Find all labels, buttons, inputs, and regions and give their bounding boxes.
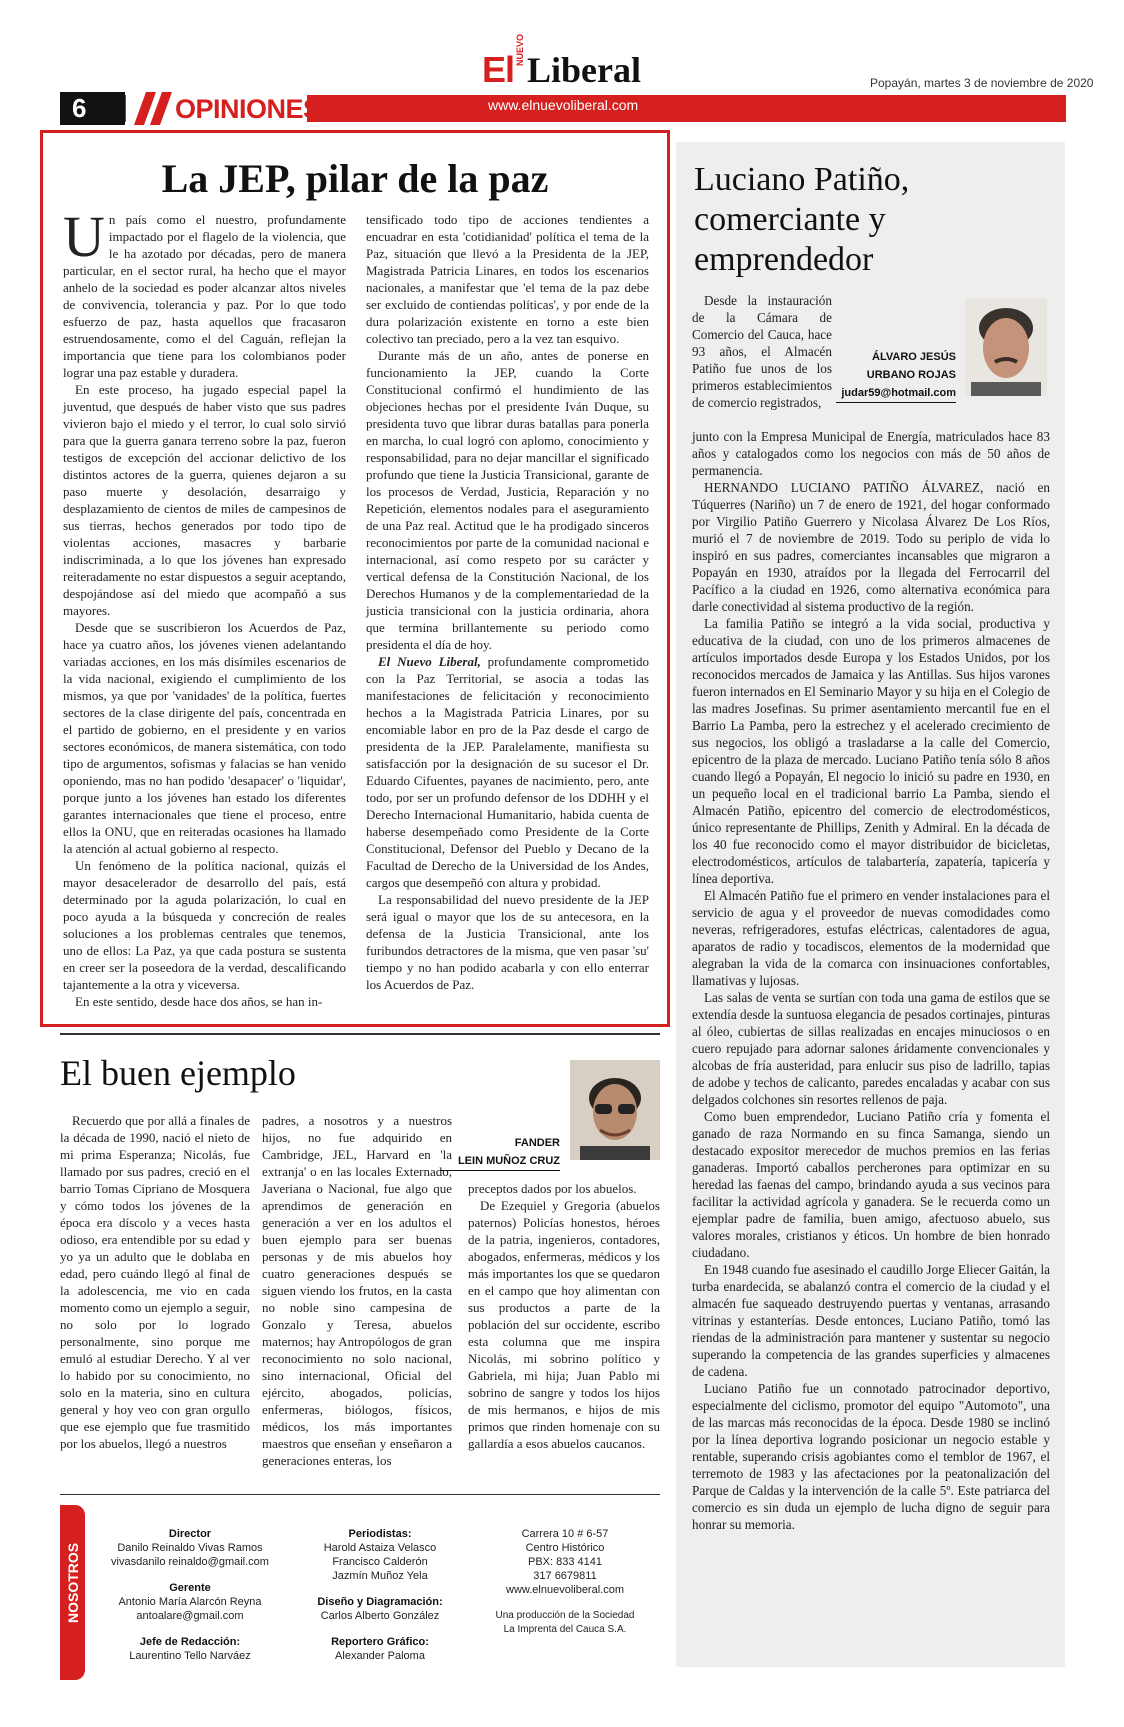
- buen-paragraph: Recuerdo que por allá a finales de la década de 1990, nació el nieto de mi prima Esperanza; Nicolás, fue llamado por sus padres, creció en el barrio Tomas Cipriano de Mosquera y cómo todos los jóvenes de la época era díscolo y a veces hasta odioso, era entendible por su edad y yo ya un adulto que le doblaba en edad, pero cuándo llegó al final de la adolescencia, me vio en cada momento como un ejemplo a seguir, no solo por lo logrado personalmente, sino porque me emuló al estudiar Derecho. Y al ver lo habido por su conocimiento, no solo en la materia, sino en cultura general y hoy veo con gran orgullo que ese ejemplo que fue trasmitido por los abuelos, llegó a nuestros: [60, 1113, 250, 1451]
- reportero-label: Reportero Gráfico:: [331, 1636, 429, 1648]
- buen-column-2: [262, 1112, 452, 1469]
- luciano-body: [692, 428, 1050, 1533]
- staff-column-team: [295, 1527, 465, 1663]
- author-name-line: LEIN MUÑOZ CRUZ: [440, 1152, 560, 1171]
- lead-name: El Nuevo Liberal,: [378, 654, 481, 669]
- jefe-label: Jefe de Redacción:: [139, 1636, 241, 1648]
- periodista-name: Francisco Calderón: [332, 1556, 428, 1568]
- author-name-line: URBANO ROJAS: [866, 369, 956, 381]
- director-label: Director: [168, 1528, 212, 1540]
- luciano-paragraph: Las salas de venta se surtían con toda una gama de estilos que se extendía desde la suntuosa elegancia de pesados cortinajes, pinturas al óleo, cubiertas de sillas realizadas en encajes minuciosos o en cuero repujado para adornar salones áridamente convencionales y alcobas de fría austeridad, para enlucir sus piso de ladrillo, tapias de adobe y techos de calicanto, paredes encaladas y acabar con sus delgados colchones sin resortes rellenos de paja.: [692, 990, 1050, 1107]
- author-photo: [570, 1060, 660, 1160]
- author-name-line: ÁLVARO JESÚS: [872, 351, 956, 363]
- gerente-name: Antonio María Alarcón Reyna: [118, 1596, 262, 1608]
- address-line: Carrera 10 # 6-57: [521, 1528, 609, 1540]
- article-title: El buen ejemplo: [60, 1053, 296, 1093]
- staff-tab-label: NOSOTROS: [65, 1542, 81, 1623]
- diseno-name: Carlos Alberto González: [320, 1610, 440, 1622]
- editorial-paragraph: Durante más de un año, antes de ponerse en funcionamiento la JEP, cuando la Corte Constitucional confirmó el hundimiento de las objeciones hechas por el presidente Iván Duque, su presidenta tuvo que librar duras batallas para ponerla en marcha, lo cual logró con aplomo, conocimiento y responsabilidad, para no dejar mancillar el significado profundo que tiene la Justicia Transicional, garante de los procesos de Verdad, Justicia, Reparación y no Repetición, elementos nodales para el aseguramiento de una Paz real. Actitud que le ha prodigado sinceros reconocimientos por parte de la comunidad nacional e internacional, así como respeto por su carácter y vertical defensa de la Constitución Nacional, de los Derechos Humanos y de la complementariedad de la justicia transicional con la justicia ordinaria, ahora que termina brillantemente su periodo como presidenta el día de hoy.: [366, 348, 649, 652]
- editorial-box: [40, 130, 670, 1027]
- periodista-name: Harold Astaiza Velasco: [323, 1542, 437, 1554]
- staff-tab: [60, 1505, 85, 1680]
- editorial-title: La JEP, pilar de la paz: [161, 156, 549, 201]
- section-label: OPINIONES: [172, 92, 307, 125]
- luciano-paragraph: El Almacén Patiño fue el primero en vender instalaciones para el servicio de agua y el proveedor de nuevas comodidades como neveras, refrigeradores, estufas eléctricas, calentadores de agua, aparatos de radio y tocadiscos, elementos de la modernidad que alegraban la vida de la comarca con insinuaciones confortables, llamativas y lujosas.: [692, 888, 1050, 988]
- pbx-number: PBX: 833 4141: [527, 1556, 602, 1568]
- logo-el: El: [482, 49, 515, 90]
- author-email[interactable]: judar59@hotmail.com: [836, 384, 956, 403]
- website-link[interactable]: www.elnuevoliberal.com: [506, 1584, 624, 1596]
- editorial-column-1: [63, 204, 346, 1010]
- luciano-paragraph: junto con la Empresa Municipal de Energía, matriculados hace 83 años y catalogados como los negocios con más de 50 años de permanencia.: [692, 429, 1050, 478]
- article-title: Luciano Patiño, comerciante y emprendedor: [694, 161, 910, 278]
- staff-column-contact: [480, 1527, 650, 1637]
- author-byline: [836, 348, 956, 403]
- periodistas-label: Periodistas:: [348, 1528, 412, 1540]
- luciano-paragraph: Como buen emprendedor, Luciano Patiño cría y fomenta el ganado de raza Normando en su finca Samanga, siendo un destacado expositor merecedor de muchos premios en las ferias ganaderas. Importó caballos percherones para optimizar en su heredad las faenas del campo, brindando ayuda a sus vecinos para facilitar la actividad agrícola y ganadera. Se le recuerda como un ejemplar padre de familia, buen amigo, afectuoso abuelo, sus valores morales, cristianos y éticos. Un hombre de bien honrado ciudadano.: [692, 1109, 1050, 1260]
- editorial-column-2: [366, 211, 649, 993]
- buen-paragraph: De Ezequiel y Gregoria (abuelos paternos) Policías honestos, héroes de la patria, ingenieros, contadores, abogados, enfermeras, médicos y los más importantes los que se quedaron en el campo que hoy alimentan con sus productos a parte de la población del sur occidente, escribo esta columna que me inspira Nicolás, mi sobrino político y Gabriela, mi hija; Juan Pablo mi sobrino de sangre y todos los hijos de mis hermanos, e hijos de mis primos que rinden homenaje con su gallardía a esos abuelos caucanos.: [468, 1198, 660, 1451]
- author-byline: [440, 1134, 560, 1171]
- luciano-paragraph: Desde la instauración de la Cámara de Comercio del Cauca, hace 93 años, el Almacén Patiño fue unos de los primeros establecimientos de comercio registrados,: [692, 293, 832, 410]
- luciano-paragraph: Luciano Patiño fue un connotado patrocinador deportivo, especialmente del ciclismo, promotor del equipo "Automoto", una de las marcas más reconocidas de la época. Desde 1980 se inclinó por la línea deportiva logrando posicionar un negocio estable y rentable, superando crisis agobiantes como el temblor de 1967, el terremoto de 1983 y las afectaciones por la peatonalización del Parque de Caldas y la intervención de la calle 5º. Este patriarca del comercio es sin duda un ejemplo de lucha digno de seguir para honrar su memoria.: [692, 1381, 1050, 1532]
- dateline: Popayán, martes 3 de noviembre de 2020: [870, 76, 1094, 90]
- dropcap: U: [63, 204, 105, 269]
- production-credit: La Imprenta del Cauca S.A.: [503, 1624, 627, 1635]
- luciano-article: [676, 142, 1065, 1667]
- jefe-name: Laurentino Tello Narváez: [129, 1650, 251, 1662]
- logo-liberal: Liberal: [527, 50, 642, 90]
- section-slash-decoration: [126, 92, 176, 125]
- buen-column-3: [468, 1180, 660, 1452]
- production-credit: Una producción de la Sociedad: [495, 1610, 635, 1621]
- luciano-paragraph: La familia Patiño se integró a la vida social, productiva y educativa de la ciudad, con uno de los primeros almacenes de artículos importados desde Europa y los Estados Unidos, por los reconocidos mercados de Jamaica y las Antillas. Sus hijos varones fueron internados en El Seminario Mayor y su hija en el Colegio de las madres Josefinas. Su primer asentamiento mercantil fue en el Barrio La Pamba, pero la estrechez y el acelerado crecimiento de sus negocios, los obligó a trasladarse a la calle del Comercio, epicentro de la plaza de mercado. Luciano Patiño tenía sólo 8 años cuando llegó a Popayán, El negocio lo inició su padre en 1930, en un pequeño local en el tradicional barrio La Pamba, siendo el Almacén Patiño, epicentro del comercio de electrodomésticos, único representante de Phillips, Zenith y Admiral. En la década de los 40 fue reconocido como el mayor distribuidor de bicicletas, electrodomésticos, artículos de talabartería, zapatería, tapicería y línea deportiva.: [692, 616, 1050, 886]
- luciano-paragraph: En 1948 cuando fue asesinado el caudillo Jorge Eliecer Gaitán, la turba enardecida, se abalanzó contra el comercio de la ciudad y el almacén fue saqueado destruyendo puertas y ventanas, arrasando vitrinas y estanterías. Desde entonces, Luciano Patiño, tomó las riendas de la administración para mantener y sustentar su negocio superando la competencia de las grandes superficies y almacenes de cadena.: [692, 1262, 1050, 1379]
- author-name-line: FANDER: [514, 1137, 560, 1149]
- editorial-paragraph: En este sentido, desde hace dos años, se han in-: [75, 994, 323, 1009]
- luciano-intro: [692, 292, 832, 411]
- author-portrait-icon: [965, 298, 1047, 396]
- buen-column-1: [60, 1112, 250, 1452]
- author-portrait-icon: [570, 1060, 660, 1160]
- website-link[interactable]: www.elnuevoliberal.com: [488, 97, 639, 113]
- staff-divider: [60, 1494, 660, 1495]
- periodista-name: Jazmín Muñoz Yela: [332, 1570, 428, 1582]
- section-divider: [60, 1033, 660, 1035]
- page-number: 6: [60, 92, 125, 125]
- logo-nuevo: NUEVO: [515, 33, 526, 66]
- reportero-name: Alexander Paloma: [335, 1650, 425, 1662]
- staff-column-management: [100, 1527, 280, 1663]
- buen-paragraph: preceptos dados por los abuelos.: [468, 1181, 637, 1196]
- gerente-email[interactable]: antoalare@gmail.com: [136, 1610, 244, 1622]
- masthead: [0, 0, 1124, 125]
- editorial-paragraph: Un país como el nuestro, profundamente impactado por el flagelo de la violencia, que le ha azotado por décadas, pero de manera particular, en el sector rural, ha hecho que el mayor anhelo de la sociedad es poder alcanzar altos niveles de convivencia, tolerancia y paz. Por lo que todo esfuerzo de paz, hasta aquellos que fracasaron estruendosamente, como el del Caguán, reflejan la importancia que tiene para los colombianos poder lograr una paz estable y duradera.: [63, 204, 346, 380]
- director-email[interactable]: vivasdanilo reinaldo@gmail.com: [111, 1556, 269, 1568]
- gerente-label: Gerente: [169, 1582, 211, 1594]
- buen-paragraph: padres, a nosotros y a nuestros hijos, no fue adquirido en Cambridge, JEL, Harvard en 'la extranja' o en las locales Externado, Javeriana o Nacional, fue algo que aprendimos de generación en generación a ver en los adultos el buen ejemplo para ser buenas personas y de mis abuelos hoy cuatro generaciones después se siguen viendo los frutos, en la casta no noble sino campesina de Gonzalo y Teresa, abuelos maternos; hay Antropólogos de gran reconocimiento no solo nacional, sino internacional, Oficial del ejército, abogados, policías, enfermeras, biólogos, físicos, médicos, los más importantes maestros que enseñan y enseñaron a generaciones enteras, los: [262, 1113, 452, 1468]
- editorial-paragraph: El Nuevo Liberal, profundamente comprometido con la Paz Territorial, se asocia a todas las manifestaciones de felicitación y reconocimiento hechos a la Magistrada Patricia Linares, por su encomiable labor en pro de la Paz desde el cargo de presidenta de la JEP. Paralelamente, manifiesta su satisfacción por la designación de su sucesor el Dr. Eduardo Cifuentes, payanes de nacimiento, pero, ante todo, por ser un profundo defensor de los DDHH y el Derecho Internacional Humanitario, habida cuenta de haberse desempeñado como Presidente de la Corte Constitucional, Defensor del Pueblo y Decano de la Facultad de Derecho de la Universidad de los Andes, cargos que desempeñó con altura y probidad.: [366, 654, 650, 890]
- editorial-paragraph: Un fenómeno de la política nacional, quizás el mayor desacelerador de desarrollo del país, está determinado por la aguda polarización, lo cual en poco ayuda a la búsqueda y concreción de reales soluciones a los problemas centrales que tenemos, uno de ellos: La Paz, ya que cada postura se sustenta en creer ser la poseedora de la verdad, descalificando tajantemente a la otra y viceversa.: [63, 858, 346, 992]
- diseno-label: Diseño y Diagramación:: [317, 1596, 443, 1608]
- luciano-paragraph: HERNANDO LUCIANO PATIÑO ÁLVAREZ, nació en Túquerres (Nariño) un 7 de enero de 1921, del hogar conformado por Virgilio Patiño Guerrero y Nicolasa Álvarez De Los Ríos, murió el 7 de noviembre de 2019. Todo su periplo de vida lo inspiró en sus padres, comerciantes incansables que migraron a Popayán en 1930, atraídos por la llegada del Ferrocarril del Pacífico a la ciudad en 1926, como alternativa económica para darle conectividad al sistema productivo de la región.: [692, 480, 1050, 614]
- director-name: Danilo Reinaldo Vivas Ramos: [117, 1542, 263, 1554]
- editorial-paragraph: En este proceso, ha jugado especial papel la juventud, que después de haber visto que sus padres vivieron bajo el miedo y el terror, lo cual solo sirvió para que la guerra ganara terreno sobre la paz, fueron testigos de excepción del accionar delictivo de los distintos actores de la guerra, quienes dejaron a su paso muerte y desolación, desarraigo y desplazamiento de cientos de miles de campesinos de sus tierras, hechos generados por todo tipo de violentas acciones, masacres y barbarie indiscriminada, a lo que los jóvenes han expresado reiteradamente no estar dispuestos a seguir aceptando, despojándose así del miedo que acompañó a sus mayores.: [63, 382, 346, 618]
- editorial-paragraph: tensificado todo tipo de acciones tendientes a encuadrar en esta 'cotidianidad' política el tema de la Paz, situación que llevó a la Presidenta de la JEP, Magistrada Patricia Linares, en todos los escenarios nacionales, a manifestar que 'el tema de la paz debe ser excluido de contiendas políticas', y por ende de la dura polarización existente en torno a este bien colectivo tan preciado, pero a la vez tan esquivo.: [366, 212, 649, 346]
- address-line: Centro Histórico: [525, 1542, 605, 1554]
- newspaper-logo[interactable]: [482, 33, 642, 90]
- author-photo: [965, 298, 1047, 396]
- editorial-paragraph: La responsabilidad del nuevo presidente de la JEP será igual o mayor que los de su antecesora, en la defensa de la Justicia Transicional, ante los furibundos detractores de la misma, que ven pasar 'su' tiempo y no han podido acabarla y con ello enterrar los Acuerdos de Paz.: [366, 892, 649, 992]
- staff-box: [60, 1505, 660, 1680]
- editorial-paragraph: Desde que se suscribieron los Acuerdos de Paz, hace ya cuatro años, los jóvenes vienen adelantando variadas acciones, en los más disímiles escenarios de la vida nacional, exigiendo el cumplimiento de los mismos, ya que por 'vanidades' de la política, fuertes sectores de la clase dirigente del país, concentrada en el partido de gobierno, en el presidente y en varios sectores económicos, de manera sistemática, con todo tipo de argumentos, sofismas y falacias se han venido oponiendo, mas no han podido 'desapacer' o 'liquidar', porque junto a los jóvenes han estado los diferentes garantes internacionales que tiene el proceso, entre ellos la ONU, que en reiteradas ocasiones ha llamado la atención al actual gobierno al respecto.: [63, 620, 346, 856]
- phone-number: 317 6679811: [533, 1570, 597, 1582]
